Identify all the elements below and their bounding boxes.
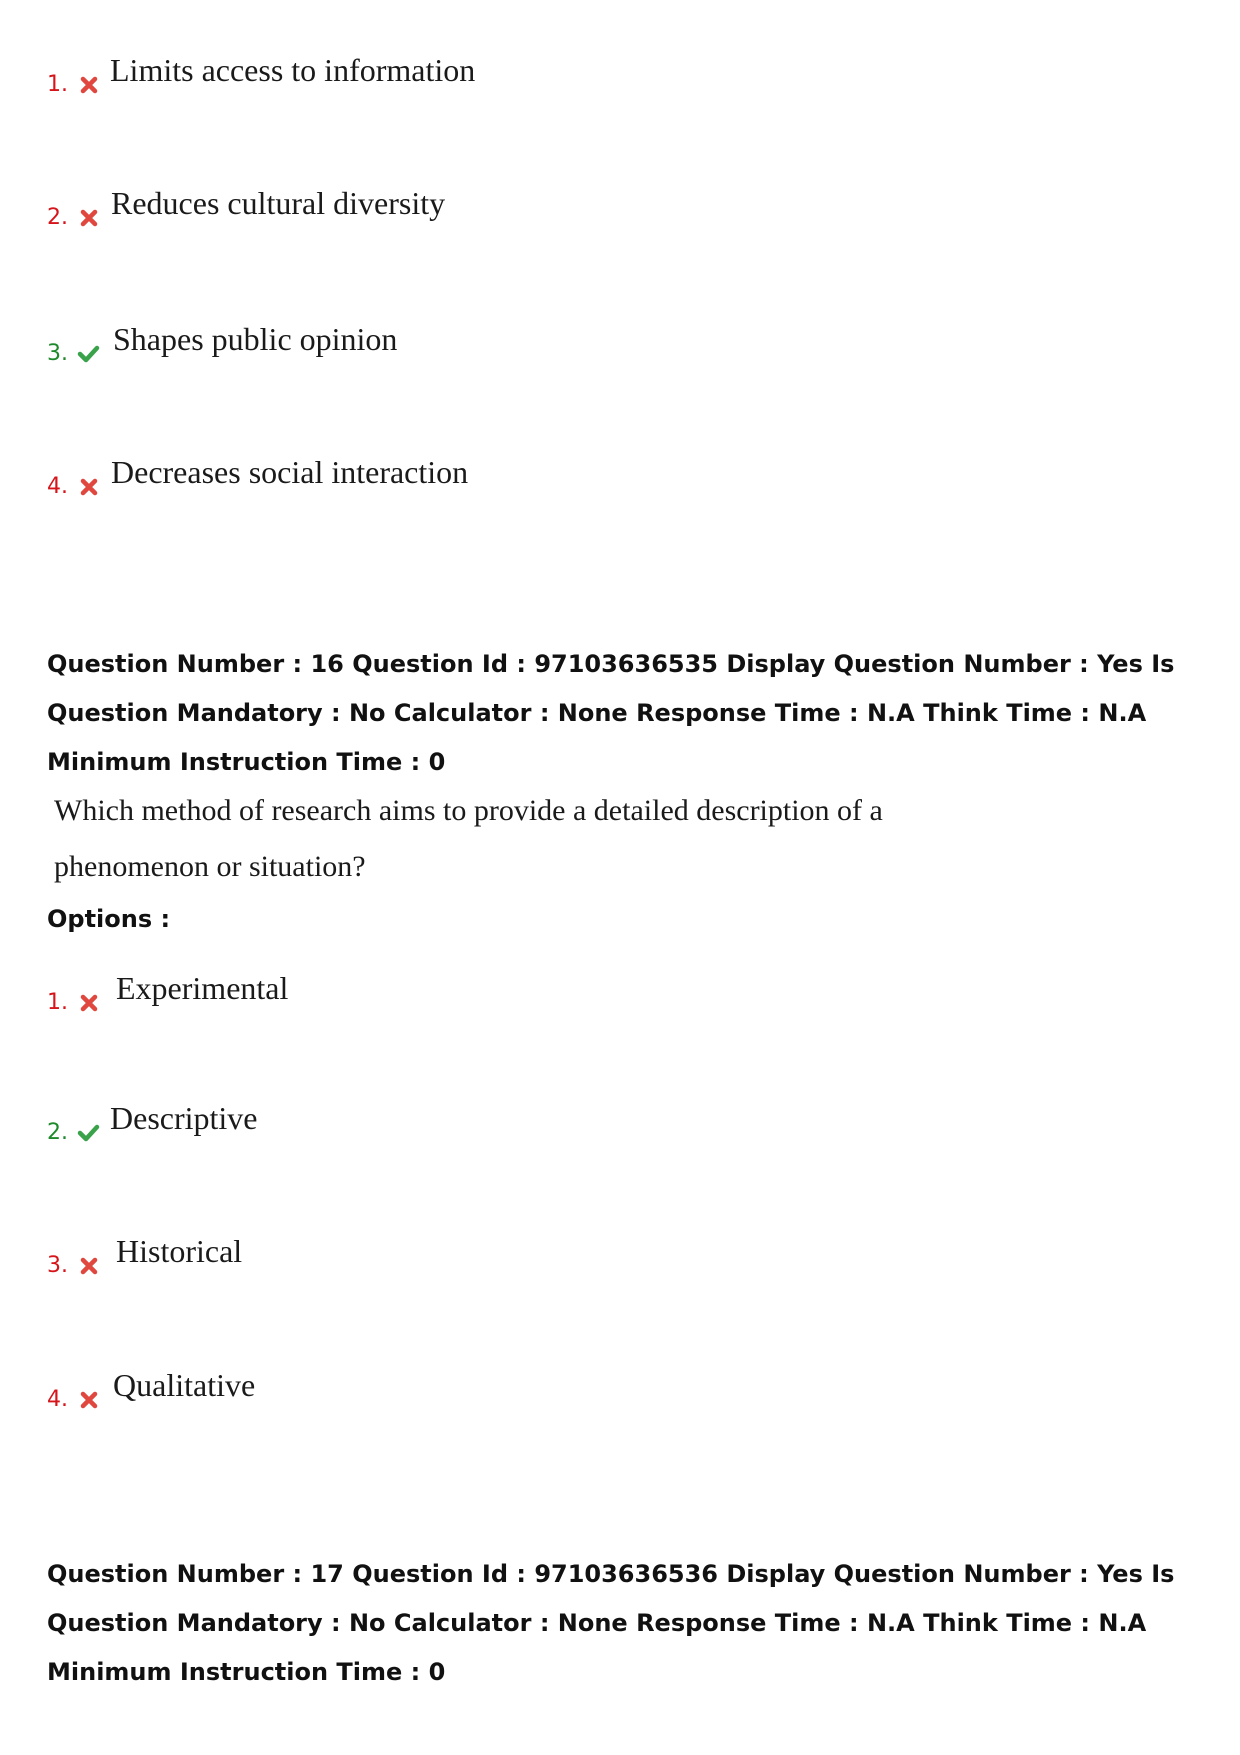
cross-icon <box>78 992 100 1014</box>
option-number: 4. <box>47 1387 68 1412</box>
question-meta-17: Question Number : 17 Question Id : 97103636536 Display Question Number : Yes Is Question Mandatory : No Calculator : None Response Time : N.A Think Time : N.A Minimum Instruction Time : 0 <box>47 1560 1175 1686</box>
option-2 <box>0 183 1240 243</box>
option-text: Experimental <box>116 970 289 1006</box>
option-number: 1. <box>47 990 68 1015</box>
option-text: Qualitative <box>113 1367 256 1403</box>
option-number: 1. <box>47 72 68 97</box>
option-text: Shapes public opinion <box>113 321 398 357</box>
options-label: Options : <box>47 905 171 933</box>
option-number: 3. <box>47 341 68 366</box>
option-4 <box>0 1365 1240 1425</box>
option-3 <box>0 319 1240 379</box>
option-text: Limits access to information <box>110 52 476 88</box>
option-3 <box>0 1231 1240 1291</box>
check-icon <box>76 343 100 365</box>
cross-icon <box>78 1389 100 1411</box>
option-text: Descriptive <box>110 1100 258 1136</box>
cross-icon <box>78 476 100 498</box>
check-icon <box>76 1122 100 1144</box>
option-number: 2. <box>47 1120 68 1145</box>
option-text: Decreases social interaction <box>111 454 469 490</box>
cross-icon <box>78 1255 100 1277</box>
option-number: 2. <box>47 205 68 230</box>
option-number: 3. <box>47 1253 68 1278</box>
option-1 <box>0 50 1240 110</box>
cross-icon <box>78 207 100 229</box>
question-text-16: Which method of research aims to provide a detailed description of a phenomenon or situation? <box>54 794 883 883</box>
cross-icon <box>78 74 100 96</box>
option-text: Historical <box>116 1233 243 1269</box>
option-text: Reduces cultural diversity <box>111 185 446 221</box>
option-number: 4. <box>47 474 68 499</box>
question-meta-16: Question Number : 16 Question Id : 97103636535 Display Question Number : Yes Is Question Mandatory : No Calculator : None Response Time : N.A Think Time : N.A Minimum Instruction Time : 0 <box>47 650 1175 776</box>
option-2 <box>0 1098 1240 1158</box>
option-1 <box>0 968 1240 1028</box>
option-4 <box>0 452 1240 512</box>
